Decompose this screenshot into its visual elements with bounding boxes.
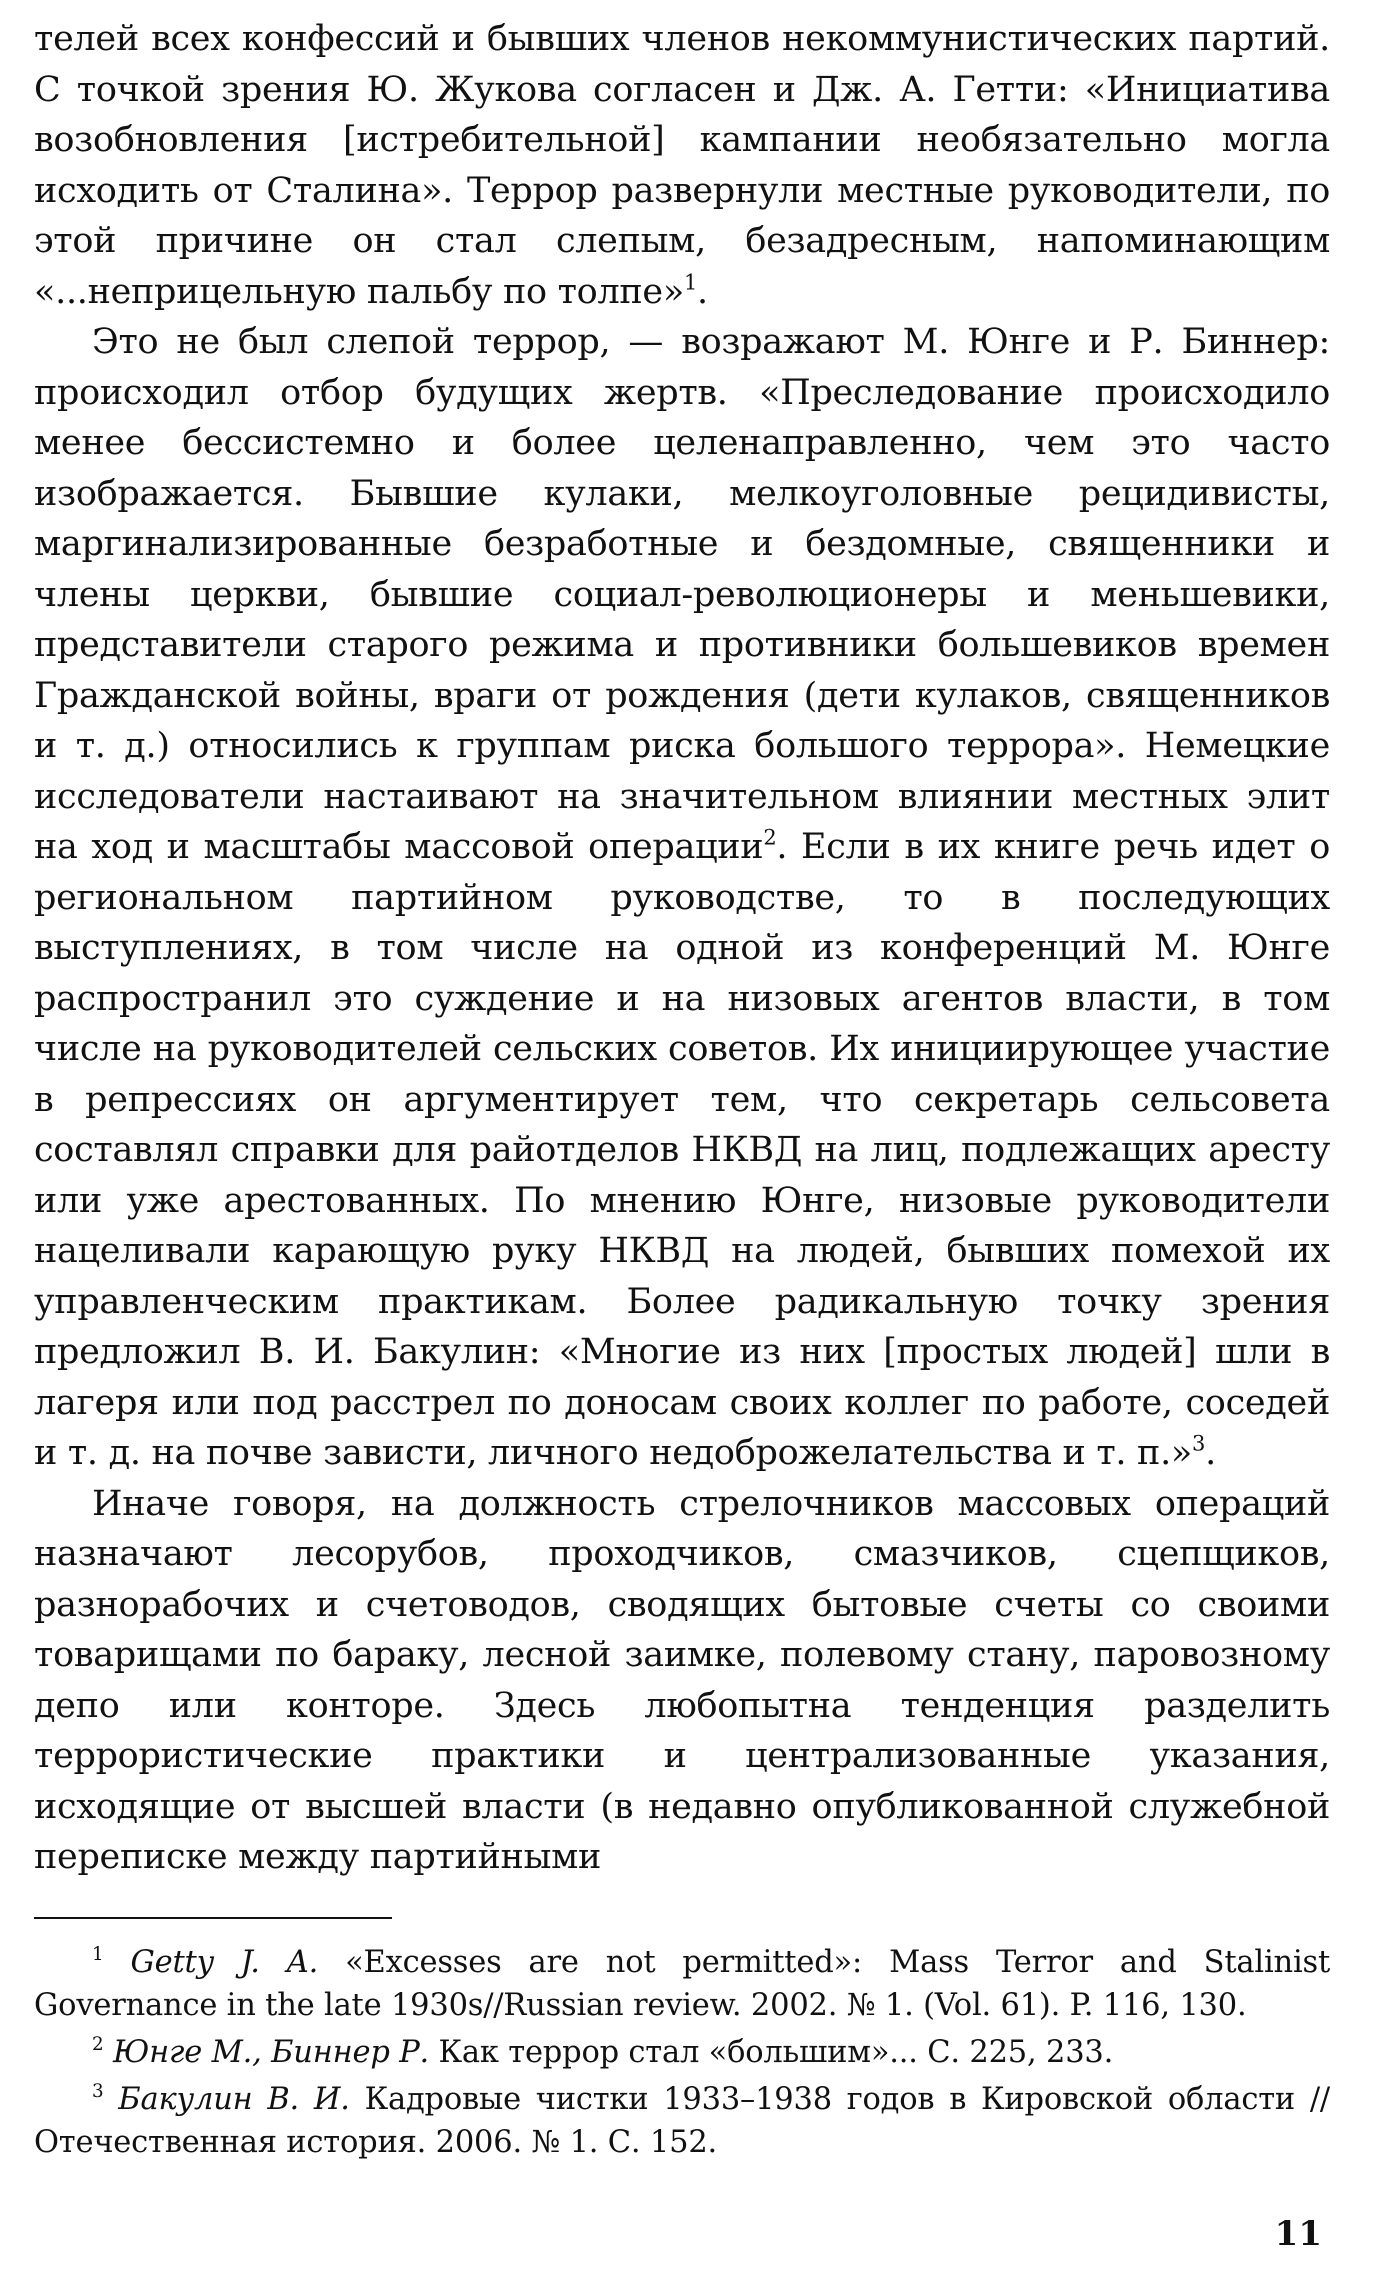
footnote-author-1: Getty J. A. bbox=[130, 1944, 319, 1980]
footnote-author-2: Юнге М., Биннер Р. bbox=[112, 2034, 430, 2070]
footnote-3 bbox=[34, 2078, 1330, 2164]
footnote-text-1: «Excesses are not permitted»: Mass Terror and Stalinist Governance in the late 1930s//Russian review. 2002. № 1. (Vol. 61). P. 116, 130. bbox=[34, 1944, 1331, 2023]
footnote-author-3: Бакулин В. И. bbox=[118, 2081, 350, 2117]
footnote-marker-3: 3 bbox=[92, 2080, 104, 2102]
paragraph-1: телей всех конфессий и бывших членов некоммунистических партий. С точкой зрения Ю. Жукова согласен и Дж. А. Гетти: «Инициатива возобновления [истребительной] кампании необязательно могла исходить от Сталина». Террор развернули местные руководители, по этой причине он стал слепым, безадресным, напоминающим «...неприцельную пальбу по толпе»$^1$. bbox=[34, 19, 1330, 312]
footnote-ref-2: 2 bbox=[763, 825, 777, 850]
footnote-text-3: Кадровые чистки 1933–1938 годов в Кировской области // Отечественная история. 2006. № 1. С. 152. bbox=[34, 2081, 1330, 2160]
paragraph-3: Иначе говоря, на должность стрелочников массовых операций назначают лесорубов, проходчиков, смазчиков, сцепщиков, разнорабочих и счетоводов, сводящих бытовые счеты со своими товарищами по бараку, лесной заимке, полевому стану, паровозному депо или конторе. Здесь любопытна тенденция разделить террористические практики и централизованные указания, исходящие от высшей власти (в недавно опубликованной служебной переписке между партийными bbox=[34, 1483, 1330, 1877]
footnote-2 bbox=[34, 2031, 1330, 2074]
paragraph-2: Это не был слепой террор, — возражают М. Юнге и Р. Биннер: происходил отбор будущих жертв. «Преследование происходило менее бессистемно и более целенаправленно, чем это часто изображается. Бывшие кулаки, мелкоуголовные рецидивисты, маргинализированные безработные и бездомные, священники и члены церкви, бывшие социал-революционеры и меньшевики, представители старого режима и противники большевиков времен Гражданской войны, враги от рождения (дети кулаков, священников и т. д.) относились к группам риска большого террора». Немецкие исследователи настаивают на значительном влиянии местных элит на ход и масштабы массовой операции$^2$. Если в их книге речь идет о региональном партийном руководстве, то в последующих выступлениях, в том числе на одной из конференций М. Юнге распространил это суждение и на низовых агентов власти, в том числе на руководителей сельских советов. Их инициирующее участие в репрессиях он аргументирует тем, что секретарь сельсовета составлял справки для райотделов НКВД на лиц, подлежащих аресту или уже арестованных. По мнению Юнге, низовые руководители нацеливали карающую руку НКВД на людей, бывших помехой их управленческим практикам. Более радикальную точку зрения предложил В. И. Бакулин: «Многие из них [простых людей] шли в лагеря или под расстрел по доносам своих коллег по работе, соседей и т. д. на почве зависти, личного недоброжелательства и т. п.»$^3$. bbox=[34, 322, 1330, 1473]
footnote-ref-1: 1 bbox=[683, 269, 698, 294]
footnote-marker-2: 2 bbox=[92, 2033, 104, 2055]
footnote-ref-3: 3 bbox=[1192, 1431, 1206, 1456]
footnote-marker-1: 1 bbox=[92, 1943, 104, 1965]
book-page bbox=[34, 14, 1330, 2254]
main-text bbox=[34, 14, 1330, 1883]
page-number: 11 bbox=[1274, 2214, 1322, 2254]
footnote-1 bbox=[34, 1941, 1330, 2027]
footnote-text-2: Как террор стал «большим»... С. 225, 233. bbox=[438, 2034, 1114, 2070]
footnote-separator bbox=[34, 1917, 392, 1919]
footnotes bbox=[34, 1941, 1330, 2164]
